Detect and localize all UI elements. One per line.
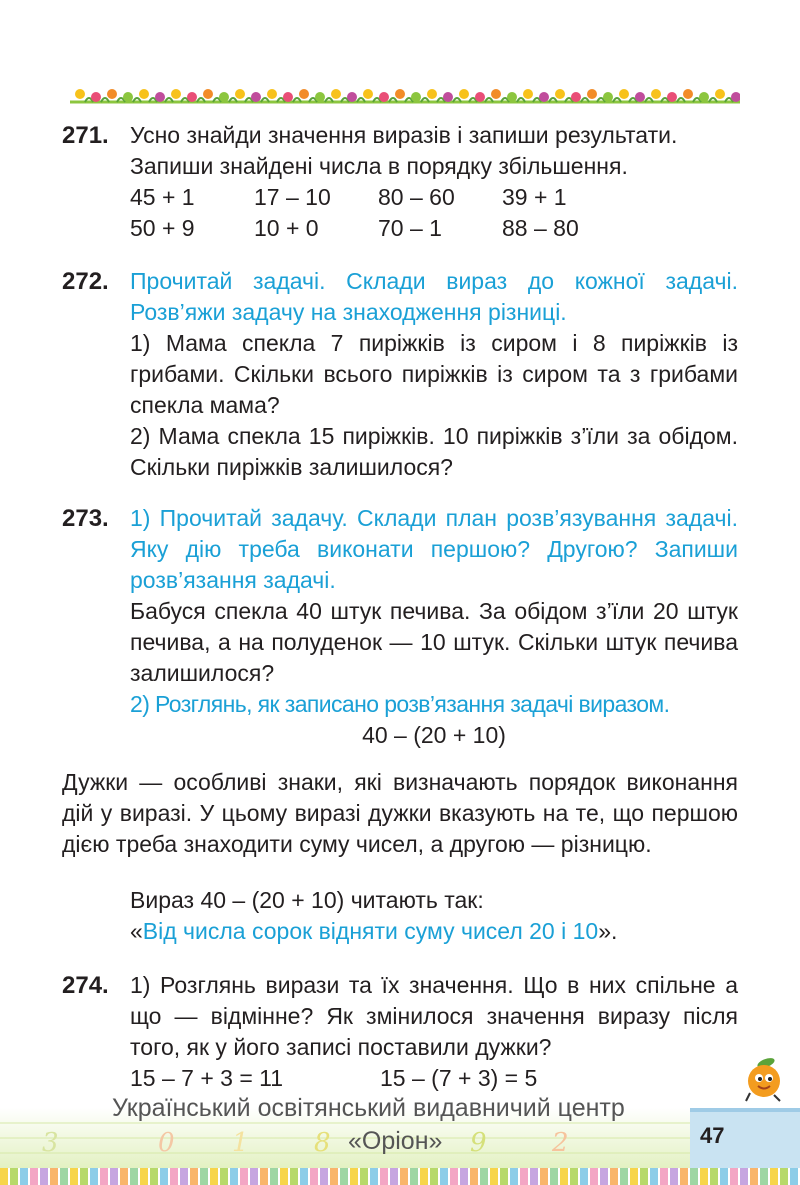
decorative-numeral: 2 <box>552 1128 569 1158</box>
task-problem: 1) Мама спекла 7 пиріжків із сиром і 8 пиріжків із грибами. Скільки всього пиріжків із сиром та з грибами спекла мама? <box>130 330 738 418</box>
expression-row <box>130 182 738 213</box>
math-expression: 40 – (20 + 10) <box>362 722 506 748</box>
task-problem: 2) Мама спекла 15 пиріжків. 10 пиріжків з’їли за обідом. Скільки пиріжків залишилося? <box>130 423 738 480</box>
expression: 39 + 1 <box>502 184 567 210</box>
task-number: 272. <box>62 268 109 295</box>
decorative-numeral: 9 <box>470 1128 487 1158</box>
expression: 80 – 60 <box>378 184 455 210</box>
expression: 45 + 1 <box>130 184 195 210</box>
reading-quote-line <box>130 916 740 947</box>
task-274 <box>62 970 738 1094</box>
page-number: 47 <box>700 1123 725 1148</box>
quote-mark: « <box>130 918 143 944</box>
expression-row <box>130 213 738 244</box>
orange-mascot-icon <box>740 1055 790 1105</box>
task-number: 271. <box>62 122 109 149</box>
task-instruction: 2) Розглянь, як записано розв’язання задачі виразом. <box>130 691 670 717</box>
decorative-numeral: 3 <box>42 1128 59 1158</box>
task-text: Запиши знайдені числа в порядку збільшення. <box>130 153 628 179</box>
reading-block <box>130 885 740 947</box>
expression: 10 + 0 <box>254 215 319 241</box>
decorative-numeral: 0 <box>158 1128 175 1158</box>
publisher-name: Український освітянський видавничий центр <box>112 1094 625 1122</box>
publisher-brand: «Оріон» <box>348 1127 443 1155</box>
reading-quote: Від числа сорок відняти суму чисел 20 і 10 <box>142 918 599 944</box>
expression: 88 – 80 <box>502 215 579 241</box>
rule-text: Дужки — особливі знаки, які визначають порядок виконання дій у виразі. У цьому виразі дужки вказують на те, що першою дією треба знаходити суму чисел, а другою — різницю. <box>62 769 738 857</box>
expression: 70 – 1 <box>378 215 442 241</box>
task-271 <box>62 120 738 244</box>
task-instruction: 1) Прочитай задачу. Склади план розв’язування задачі. Яку дію треба виконати першою? Другою? Запиши розв’язання задачі. <box>130 505 738 593</box>
task-number: 274. <box>62 972 109 999</box>
task-272 <box>62 266 738 483</box>
task-text: 1) Розглянь вирази та їх значення. Що в них спільне а що — відмінне? Як змінилося значення виразу після того, як у його записі поставили дужки? <box>130 972 738 1060</box>
task-text: Усно знайди значення виразів і запиши результати. <box>130 122 678 148</box>
task-instruction: Прочитай задачі. Склади вираз до кожної задачі. Розв’яжи задачу на знаходження різниці. <box>130 268 738 325</box>
decorative-numeral: 1 <box>232 1128 249 1158</box>
task-273 <box>62 503 738 751</box>
expression: 17 – 10 <box>254 184 331 210</box>
equation: 15 – (7 + 3) = 5 <box>380 1065 538 1091</box>
task-problem: Бабуся спекла 40 штук печива. За обідом з’їли 20 штук печива, а на полуденок — 10 штук. Скільки штук печива залишилося? <box>130 598 738 686</box>
equation: 15 – 7 + 3 = 11 <box>130 1065 284 1091</box>
reading-line: Вираз 40 – (20 + 10) читають так: <box>130 887 484 913</box>
expression: 50 + 9 <box>130 215 195 241</box>
task-number: 273. <box>62 505 109 532</box>
equation-row <box>130 1063 738 1094</box>
quote-mark: ». <box>598 918 618 944</box>
decorative-numeral: 8 <box>314 1128 331 1158</box>
flower-border-decoration <box>70 80 740 110</box>
